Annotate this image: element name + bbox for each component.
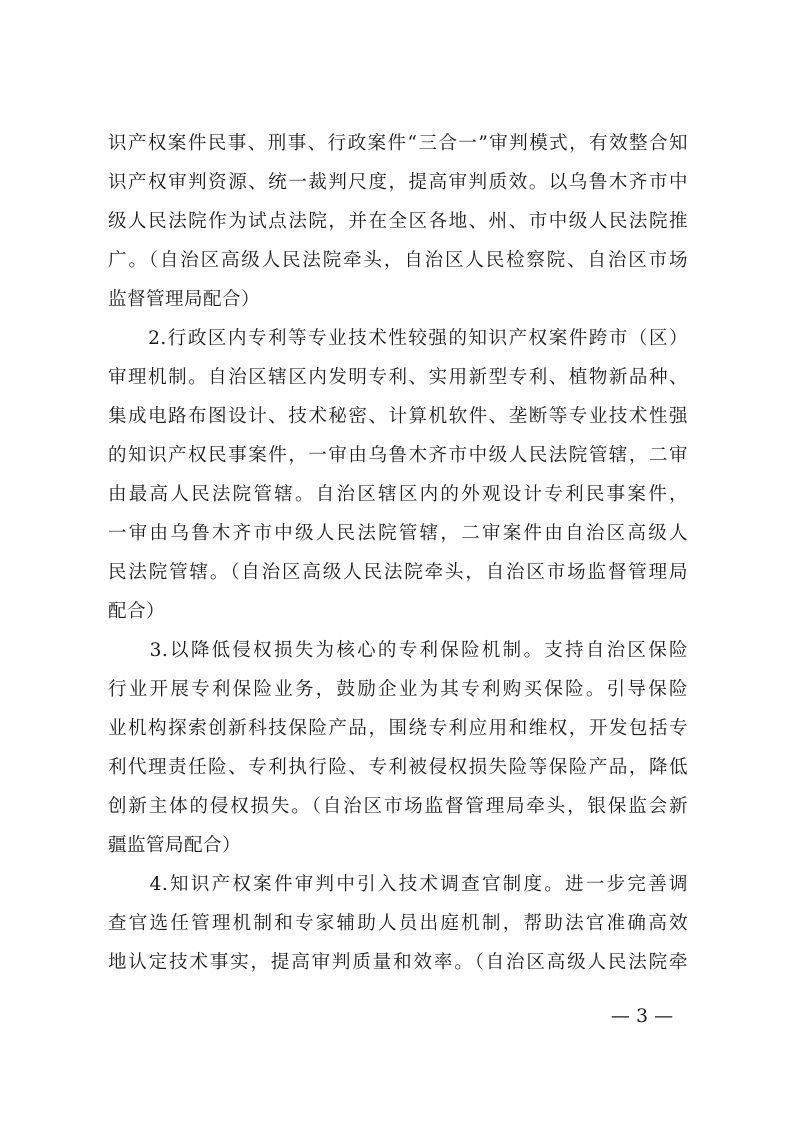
page-number: — 3 — xyxy=(610,1005,674,1027)
text-line: 查官选任管理机制和专家辅助人员出庭机制，帮助法官准确高效 xyxy=(108,913,688,934)
text-line: 识产权审判资源、统一裁判尺度，提高审判质效。以乌鲁木齐市中 xyxy=(108,172,688,193)
text-line: 3.以降低侵权损失为核心的专利保险机制。支持自治区保险 xyxy=(108,640,688,661)
text-line: 业机构探索创新科技保险产品，围绕专利应用和维权，开发包括专 xyxy=(108,718,688,739)
text-line: 地认定技术事实，提高审判质量和效率。（自治区高级人民法院牵 xyxy=(108,952,688,973)
text-line: 创新主体的侵权损失。（自治区市场监督管理局牵头，银保监会新 xyxy=(108,796,688,817)
text-line: 疆监管局配合） xyxy=(108,835,242,856)
text-line: 审理机制。自治区辖区内发明专利、实用新型专利、植物新品种、 xyxy=(108,367,688,388)
text-line: 一审由乌鲁木齐市中级人民法院管辖，二审案件由自治区高级人 xyxy=(108,523,688,544)
text-line: 的知识产权民事案件，一审由乌鲁木齐市中级人民法院管辖，二审 xyxy=(108,445,688,466)
body-text xyxy=(108,124,688,982)
text-line: 利代理责任险、专利执行险、专利被侵权损失险等保险产品，降低 xyxy=(108,757,688,778)
text-line: 级人民法院作为试点法院，并在全区各地、州、市中级人民法院推 xyxy=(108,211,688,232)
text-line: 由最高人民法院管辖。自治区辖区内的外观设计专利民事案件， xyxy=(108,484,688,505)
text-line: 集成电路布图设计、技术秘密、计算机软件、垄断等专业技术性强 xyxy=(108,406,688,427)
text-line: 行业开展专利保险业务，鼓励企业为其专利购买保险。引导保险 xyxy=(108,679,688,700)
text-line: 广。（自治区高级人民法院牵头，自治区人民检察院、自治区市场 xyxy=(108,250,688,271)
text-line: 民法院管辖。（自治区高级人民法院牵头，自治区市场监督管理局 xyxy=(108,562,688,583)
text-line: 4.知识产权案件审判中引入技术调查官制度。进一步完善调 xyxy=(108,874,688,895)
text-line: 2.行政区内专利等专业技术性较强的知识产权案件跨市（区） xyxy=(108,328,688,349)
text-line: 识产权案件民事、刑事、行政案件“三合一”审判模式，有效整合知 xyxy=(108,133,688,154)
text-line: 监督管理局配合） xyxy=(108,289,261,310)
text-line: 配合） xyxy=(108,601,166,622)
